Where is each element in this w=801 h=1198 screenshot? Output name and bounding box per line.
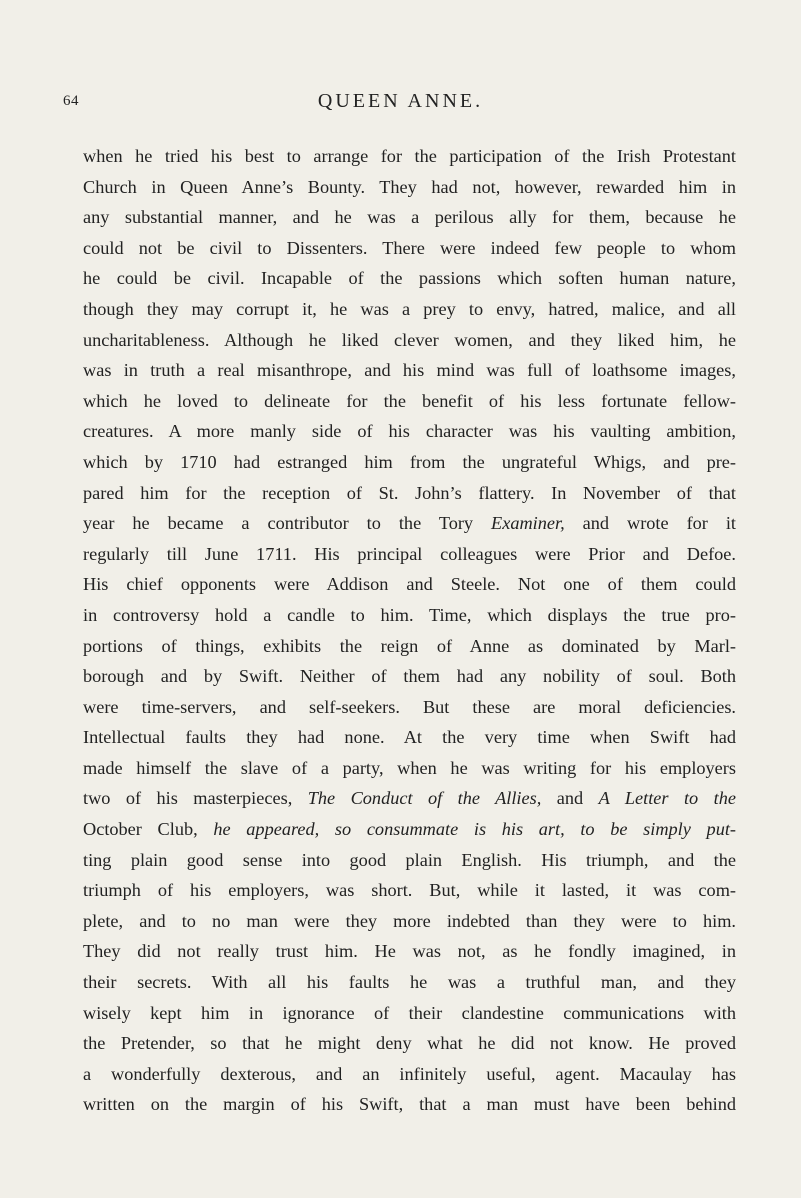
text-line: was in truth a real misanthrope, and his mind was full of loathsome images,	[83, 360, 736, 381]
text-line: Intellectual faults they had none. At the very time when Swift had	[83, 727, 736, 748]
page-number: 64	[63, 93, 79, 109]
text-line: Church in Queen Anne’s Bounty. They had not, however, rewarded him in	[83, 176, 736, 197]
body-text	[83, 141, 736, 1120]
text-line: were time-servers, and self-seekers. But these are moral deficiencies.	[83, 696, 736, 717]
text-line: regularly till June 1711. His principal colleagues were Prior and Defoe.	[83, 543, 736, 564]
text-line: triumph of his employers, was short. But, while it lasted, it was com-	[83, 880, 736, 901]
text-line: year he became a contributor to the Tory Examiner, and wrote for it	[83, 513, 736, 534]
text-line: in controversy hold a candle to him. Time, which displays the true pro-	[83, 604, 736, 625]
text-line: when he tried his best to arrange for the participation of the Irish Protestant	[83, 146, 736, 166]
text-line: their secrets. With all his faults he was a truthful man, and they	[83, 972, 736, 993]
text-line: two of his masterpieces, The Conduct of the Allies, and A Letter to the	[83, 788, 736, 809]
text-line: pared him for the reception of St. John’s flattery. In November of that	[83, 482, 736, 503]
text-line: His chief opponents were Addison and Steele. Not one of them could	[83, 574, 736, 595]
text-line: ting plain good sense into good plain English. His triumph, and the	[83, 849, 736, 870]
text-line: made himself the slave of a party, when he was writing for his employers	[83, 757, 736, 778]
text-line: any substantial manner, and he was a perilous ally for them, because he	[83, 207, 736, 228]
text-line: could not be civil to Dissenters. There were indeed few people to whom	[83, 237, 736, 258]
text-line: They did not really trust him. He was not, as he fondly imagined, in	[83, 941, 736, 962]
text-line: portions of things, exhibits the reign of Anne as dominated by Marl-	[83, 635, 736, 656]
text-line: creatures. A more manly side of his character was his vaulting ambition,	[83, 421, 736, 442]
running-head: QUEEN ANNE.	[317, 90, 484, 112]
text-line: though they may corrupt it, he was a prey to envy, hatred, malice, and all	[83, 298, 736, 319]
text-line: wisely kept him in ignorance of their clandestine communications with	[83, 1002, 736, 1023]
text-line: uncharitableness. Although he liked clever women, and they liked him, he	[83, 329, 736, 350]
text-line: which by 1710 had estranged him from the ungrateful Whigs, and pre-	[83, 451, 736, 472]
text-line: borough and by Swift. Neither of them had any nobility of soul. Both	[83, 666, 736, 687]
text-line: written on the margin of his Swift, that a man must have been behind	[83, 1094, 736, 1115]
text-line: he could be civil. Incapable of the passions which soften human nature,	[83, 268, 736, 289]
text-line: plete, and to no man were they more indebted than they were to him.	[83, 910, 736, 931]
text-line: which he loved to delineate for the benefit of his less fortunate fellow-	[83, 390, 736, 411]
text-line: October Club, he appeared, so consummate is his art, to be simply put-	[83, 819, 736, 840]
text-line: a wonderfully dexterous, and an infinitely useful, agent. Macaulay has	[83, 1063, 736, 1084]
text-line: the Pretender, so that he might deny what he did not know. He proved	[83, 1033, 736, 1054]
